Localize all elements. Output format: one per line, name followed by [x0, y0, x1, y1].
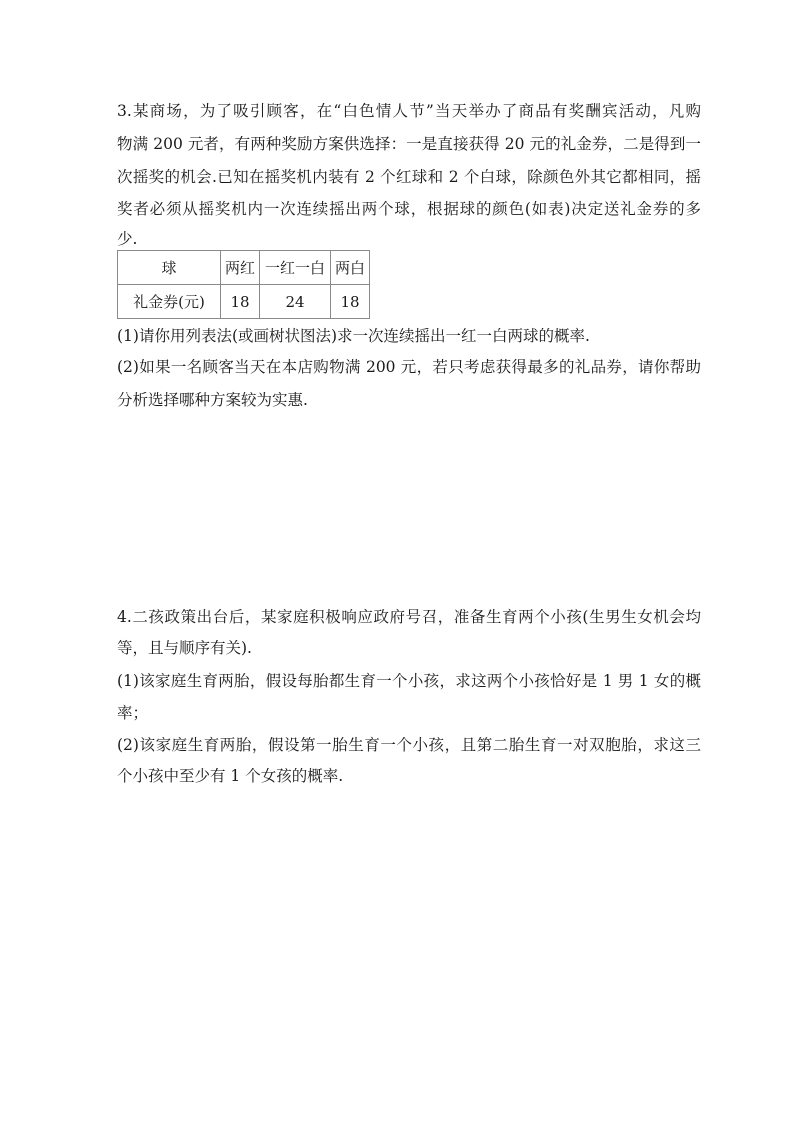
problem-4-line-1: 4.二孩政策出台后，某家庭积极响应政府号召，准备生育两个小孩(生男生女机会均	[117, 608, 701, 626]
table-cell: 18	[221, 285, 260, 319]
problem-3-question-2-line-2: 分析选择哪种方案较为实惠.	[117, 391, 308, 409]
table-cell: 18	[331, 285, 370, 319]
problem-3-line-2: 物满 200 元者，有两种奖励方案供选择：一是直接获得 20 元的礼金券，二是得到一	[117, 135, 701, 153]
table-cell: 24	[260, 285, 331, 319]
problem-4-question-1-line-2: 率；	[117, 704, 149, 722]
table-row	[118, 285, 370, 319]
problem-3-question-2-line-1: (2)如果一名顾客当天在本店购物满 200 元，若只考虑获得最多的礼品券，请你帮助	[117, 358, 701, 376]
problem-4-question-2-line-2: 个小孩中至少有 1 个女孩的概率.	[117, 767, 344, 785]
problem-3-line-4: 奖者必须从摇奖机内一次连续摇出两个球，根据球的颜色(如表)决定送礼金券的多	[117, 200, 701, 218]
problem-3-question-1: (1)请你用列表法(或画树状图法)求一次连续摇出一红一白两球的概率.	[117, 327, 590, 345]
problem-4-question-1-line-1: (1)该家庭生育两胎，假设每胎都生育一个小孩，求这两个小孩恰好是 1 男 1 女的概	[117, 672, 701, 690]
table-header-row	[118, 251, 370, 285]
gift-voucher-table	[117, 250, 370, 319]
table-cell: 礼金券(元)	[118, 285, 221, 319]
table-cell: 两红	[221, 251, 260, 285]
problem-4-question-2-line-1: (2)该家庭生育两胎，假设第一胎生育一个小孩，且第二胎生育一对双胞胎，求这三	[117, 736, 701, 754]
table-cell: 球	[118, 251, 221, 285]
problem-3-line-3: 次摇奖的机会.已知在摇奖机内装有 2 个红球和 2 个白球，除颜色外其它都相同，摇	[117, 168, 701, 186]
problem-3-line-5: 少.	[117, 230, 138, 248]
problem-3-line-1: 3.某商场，为了吸引顾客，在“白色情人节”当天举办了商品有奖酬宾活动，凡购	[117, 102, 701, 120]
table-cell: 两白	[331, 251, 370, 285]
problem-4-line-2: 等，且与顺序有关).	[117, 639, 252, 657]
table-cell: 一红一白	[260, 251, 331, 285]
